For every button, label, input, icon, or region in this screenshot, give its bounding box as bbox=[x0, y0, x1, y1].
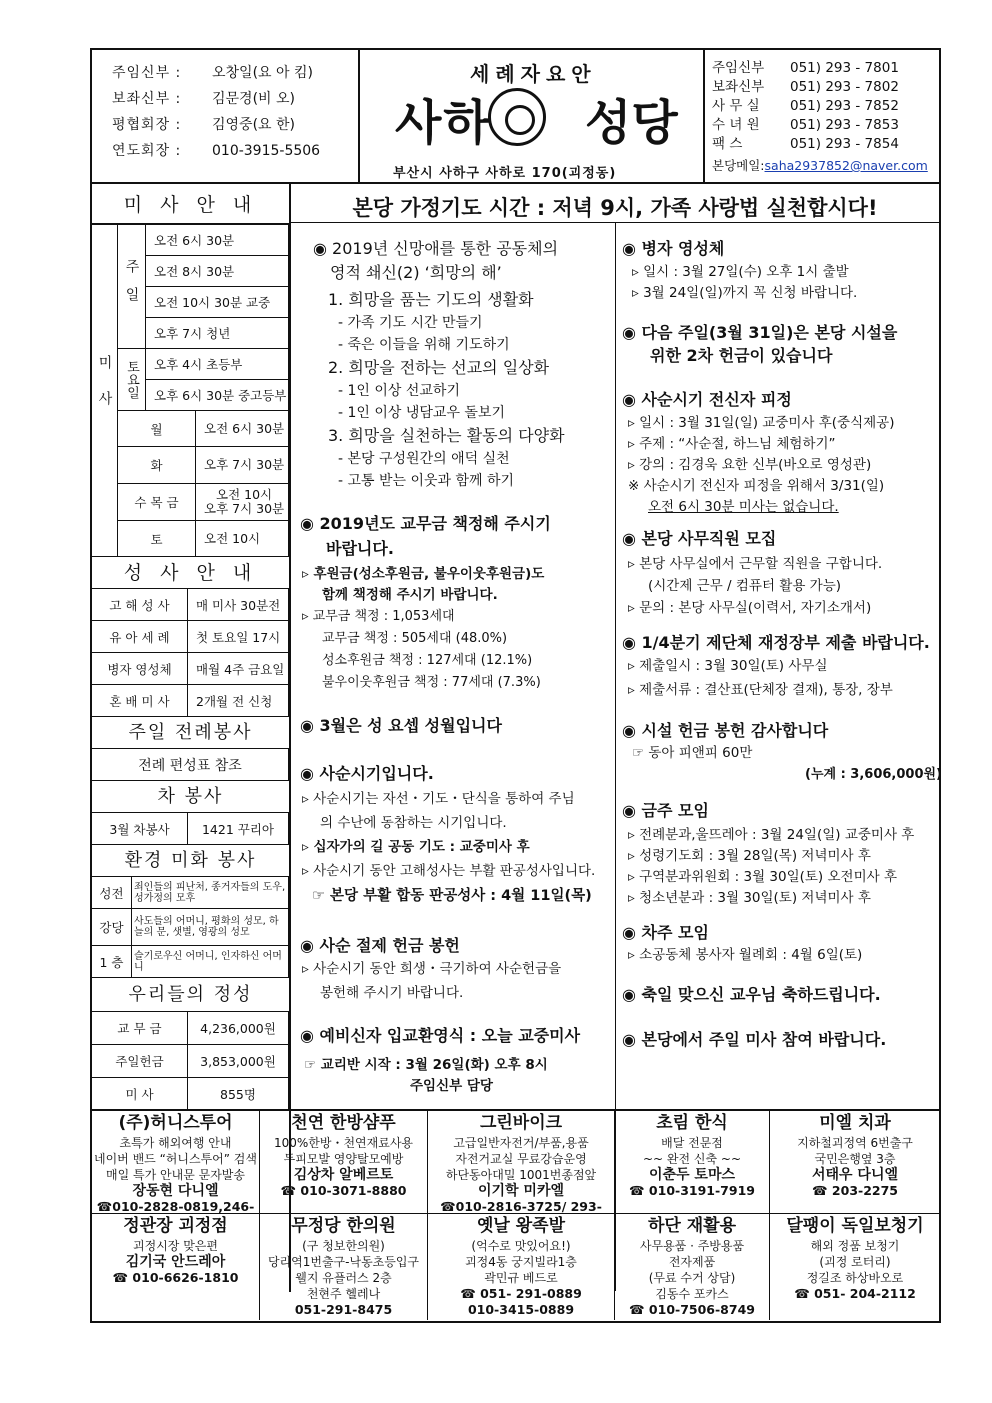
contact-row bbox=[712, 117, 936, 134]
ad-line: 사무용품 · 주방용품 bbox=[639, 1239, 745, 1253]
ad-box bbox=[428, 1214, 615, 1320]
notice-line: ▹ 사순시기는 자선・기도・단식을 통하여 주님 bbox=[302, 791, 575, 807]
tithe-stat: 교무금 책정 : 505세대 (48.0%) bbox=[322, 631, 508, 646]
contact-row bbox=[712, 98, 936, 115]
ad-title: 그린바이크 bbox=[479, 1113, 563, 1133]
notice-heading: ◉ 사순시기입니다. bbox=[300, 764, 434, 783]
notice-heading: ◉ 3월은 성 요셉 성월입니다 bbox=[300, 716, 502, 735]
ad-box bbox=[428, 1111, 615, 1213]
notice-line: - 고통 받는 이웃과 함께 하기 bbox=[338, 473, 515, 489]
sunday-label: 주일 bbox=[118, 225, 146, 349]
notice-line: ▹ 청소년분과 : 3월 30일(토) 저녁미사 후 bbox=[628, 890, 871, 906]
liturgy-section-title: 주일 전례봉사 bbox=[92, 717, 289, 749]
saturday-mass-time: 오후 6시 30분 중고등부 bbox=[146, 380, 289, 411]
contact-phone: 051) 293 - 7854 bbox=[790, 136, 899, 152]
ad-phone: ☎010-2828-0819,246- bbox=[96, 1199, 255, 1213]
notice-line: 의 수난에 동참하는 시기입니다. bbox=[320, 815, 507, 831]
contact-phone: 051) 293 - 7852 bbox=[790, 98, 899, 114]
ad-line: (억수로 맛있어요!) bbox=[471, 1239, 571, 1253]
contact-phone: 051) 293 - 7802 bbox=[790, 79, 899, 95]
notice-heading: ◉ 본당 사무직원 모집 bbox=[622, 529, 777, 548]
ad-owner: 이춘두 토마스 bbox=[648, 1167, 736, 1183]
staff-name: 김문경(비 오) bbox=[212, 91, 295, 107]
notice-line: (시간제 근무 / 컴퓨터 활용 가능) bbox=[648, 578, 842, 594]
offering-label: 교 무 금 bbox=[92, 1012, 188, 1045]
ad-line: 지하철괴정역 6번출구 bbox=[797, 1136, 913, 1150]
email-line bbox=[712, 156, 928, 174]
staff-name: 오창일(요 아 킴) bbox=[212, 65, 313, 81]
offering-section-title: 우리들의 정성 bbox=[92, 978, 289, 1012]
ad-title: 정관장 괴정점 bbox=[123, 1216, 228, 1236]
staff-row bbox=[112, 138, 320, 164]
offering-amount: 855명 bbox=[188, 1078, 289, 1111]
ad-phone: ☎010-2816-3725/ 293- bbox=[440, 1199, 602, 1213]
sunday-mass-time: 오전 6시 30분 bbox=[146, 225, 289, 256]
ad-box bbox=[260, 1214, 428, 1320]
ad-phone: 051-291-8475 bbox=[294, 1302, 393, 1317]
sacrament-schedule: 매 미사 30분전 bbox=[188, 589, 289, 621]
ad-owner: 김상차 알베르토 bbox=[293, 1167, 394, 1183]
notice-line: ▹ 후원금(성소후원금, 불우이웃후원금)도 bbox=[302, 566, 545, 582]
car-service-group: 1421 꾸리아 bbox=[188, 813, 289, 845]
sacrament-name: 유 아 세 례 bbox=[92, 621, 188, 653]
ad-owner: 장동현 다니엘 bbox=[132, 1183, 219, 1199]
notice-line: ▹ 전례분과,울뜨레아 : 3월 24일(일) 교중미사 후 bbox=[628, 827, 915, 843]
church-name-second: 성당 bbox=[585, 95, 678, 151]
notice-heading: ◉ 2019년 신망애를 통한 공동체의 bbox=[313, 239, 559, 258]
ad-line: 매일 특가 안내문 문자발송 bbox=[106, 1168, 245, 1182]
notice-line: ▹ 일시 : 3월 31일(일) 교중미사 후(중식제공) bbox=[628, 415, 895, 431]
notice-line: - 1인 이상 선교하기 bbox=[338, 383, 460, 399]
weekday-label: 월 bbox=[118, 411, 196, 447]
saturday-label: 토요일 bbox=[118, 349, 146, 411]
header-divider bbox=[703, 48, 705, 182]
ad-line: 곽민규 베드로 bbox=[484, 1271, 558, 1285]
offering-amount: 3,853,000원 bbox=[188, 1045, 289, 1078]
notice-heading: ◉ 금주 모임 bbox=[622, 801, 709, 820]
ad-box bbox=[770, 1111, 940, 1213]
ad-line: 자전거교실 무료강습운영 bbox=[455, 1152, 587, 1166]
offering-amount: 4,236,000원 bbox=[188, 1012, 289, 1045]
ad-title: 무정당 한의원 bbox=[291, 1216, 396, 1236]
notice-heading: 위한 2차 헌금이 있습니다 bbox=[650, 346, 833, 365]
sacrament-section-title: 성 사 안 내 bbox=[92, 557, 289, 589]
notice-heading: ◉ 축일 맞으신 교우님 축하드립니다. bbox=[622, 985, 881, 1004]
donation-total: (누계 : 3,606,000원) bbox=[805, 767, 943, 782]
environment-area: 성전 bbox=[92, 877, 132, 909]
contact-row bbox=[712, 136, 936, 153]
ad-title: 옛날 왕족발 bbox=[476, 1216, 566, 1236]
notice-line: ▹ 제출일시 : 3월 30일(토) 사무실 bbox=[628, 658, 828, 674]
sunday-mass-time: 오전 8시 30분 bbox=[146, 256, 289, 287]
mass-section-title: 미 사 안 내 bbox=[92, 186, 289, 224]
ad-line: 김동수 포카스 bbox=[655, 1287, 729, 1301]
notice-line: ▹ 일시 : 3월 27일(수) 오후 1시 출발 bbox=[632, 264, 849, 280]
ad-phone: ☎ 010-3191-7919 bbox=[629, 1183, 755, 1198]
notice-line: ▹ 성령기도회 : 3월 28일(목) 저녁미사 후 bbox=[628, 848, 871, 864]
notice-line: ▹ 제출서류 : 결산표(단체장 결재), 통장, 장부 bbox=[628, 682, 893, 698]
notice-line: ▹ 십자가의 길 공동 기도 : 교중미사 후 bbox=[302, 839, 530, 855]
environment-groups: 죄인들의 피난처, 종거자들의 도우, 성가정의 모후 bbox=[132, 877, 289, 909]
environment-area: 1 층 bbox=[92, 946, 132, 978]
header-divider bbox=[358, 48, 360, 182]
contact-row bbox=[712, 79, 936, 96]
sacrament-schedule: 첫 토요일 17시 bbox=[188, 621, 289, 653]
environment-section-title: 환경 미화 봉사 bbox=[92, 845, 289, 877]
car-service-title: 차 봉사 bbox=[92, 781, 289, 813]
weekday-mass-time: 오전 10시 bbox=[196, 521, 289, 557]
ad-line: 천현주 헬레나 bbox=[306, 1287, 381, 1301]
ad-phone: ☎ 051- 291-0889 010-3415-0889 bbox=[460, 1286, 582, 1317]
contact-label: 수 녀 원 bbox=[712, 117, 760, 133]
church-address: 부산시 사하구 사하로 170(괴정동) bbox=[393, 166, 617, 181]
notice-heading: 영적 쇄신(2) ‘희망의 해’ bbox=[330, 263, 502, 282]
tithe-stat: 불우이웃후원금 책정 : 77세대 (7.3%) bbox=[322, 675, 541, 690]
ad-line: 하단동아대밀 1001번종점앞 bbox=[445, 1168, 597, 1182]
ad-line: ~~ 완전 신축 ~~ bbox=[642, 1152, 742, 1166]
notice-line: ▹ 사순시기 동안 고해성사는 부활 판공성사입니다. bbox=[302, 863, 596, 879]
notice-line: - 가족 기도 시간 만들기 bbox=[338, 315, 483, 331]
staff-row bbox=[112, 60, 313, 86]
notice-heading: ◉ 사순 절제 헌금 봉헌 bbox=[300, 936, 460, 955]
contact-label: 사 무 실 bbox=[712, 98, 760, 114]
environment-area: 강당 bbox=[92, 909, 132, 946]
notice-line: 1. 희망을 품는 기도의 생활화 bbox=[328, 290, 534, 309]
ad-line: 웰지 유플러스 2층 bbox=[295, 1271, 392, 1285]
notice-line: 3. 희망을 실천하는 활동의 다양화 bbox=[328, 426, 565, 445]
weekday-mass-time: 오전 10시 오후 7시 30분 bbox=[196, 484, 289, 521]
ad-owner: 김기국 안드레아 bbox=[125, 1254, 226, 1270]
notice-line: ▹ 본당 사무실에서 근무할 직원을 구합니다. bbox=[628, 556, 883, 572]
ad-phone: ☎ 051- 204-2112 bbox=[794, 1286, 916, 1301]
ad-line: 두피모발 영양탈모예방 bbox=[283, 1152, 404, 1166]
notice-line: - 1인 이상 냉담교우 돌보기 bbox=[338, 405, 505, 421]
staff-name: 010-3915-5506 bbox=[212, 143, 321, 159]
notice-line: 오전 6시 30분 미사는 없습니다. bbox=[648, 499, 839, 515]
staff-role: 평협회장 : bbox=[112, 117, 182, 133]
ad-line: 전자제품 bbox=[668, 1255, 716, 1269]
staff-row bbox=[112, 86, 295, 112]
weekday-label: 토 bbox=[118, 521, 196, 557]
staff-role: 보좌신부 : bbox=[112, 91, 182, 107]
ad-line: 초특가 해외여행 안내 bbox=[119, 1136, 232, 1150]
contact-phone: 051) 293 - 7853 bbox=[790, 117, 899, 133]
saturday-mass-time: 오후 4시 초등부 bbox=[146, 349, 289, 380]
contact-phone: 051) 293 - 7801 bbox=[790, 60, 899, 76]
sacrament-schedule: 2개월 전 신청 bbox=[188, 685, 289, 717]
weekday-mass-time: 오후 7시 30분 bbox=[196, 447, 289, 484]
ad-line: 네이버 밴드 “허니스투어” 검색 bbox=[94, 1152, 257, 1166]
notice-heading: ◉ 시설 헌금 봉헌 감사합니다 bbox=[622, 721, 829, 740]
ad-line: (괴정 로터리) bbox=[819, 1255, 891, 1269]
ad-line: 100%한방・천연재료사용 bbox=[273, 1136, 414, 1150]
banner-rule bbox=[291, 222, 941, 223]
notice-heading: ◉ 1/4분기 제단체 재정장부 제출 바랍니다. bbox=[622, 633, 930, 652]
ad-line: (구 청보한의원) bbox=[302, 1239, 385, 1253]
staff-name: 김영중(요 한) bbox=[212, 117, 295, 133]
notice-line: ☞ 동아 피앤피 60만 bbox=[632, 745, 753, 761]
notice-line: ※ 사순시기 전신자 피정을 위해서 3/31(일) bbox=[628, 478, 885, 494]
notice-line: - 죽은 이들을 위해 기도하기 bbox=[338, 337, 510, 353]
notice-line: ▹ 강의 : 김경욱 요한 신부(바오로 영성관) bbox=[628, 457, 872, 473]
notice-line: 함께 책정해 주시기 바랍니다. bbox=[322, 587, 498, 603]
ad-line: 정길조 하상바오로 bbox=[806, 1271, 904, 1285]
ad-line: (무료 수거 상담) bbox=[648, 1271, 736, 1285]
weekday-label: 화 bbox=[118, 447, 196, 484]
sacrament-schedule: 매월 4주 금요일 bbox=[188, 653, 289, 685]
email-label: 본당메일: bbox=[712, 158, 765, 173]
church-name-first: 사하 bbox=[395, 95, 492, 151]
prayer-banner: 본당 가정기도 시간 : 저녁 9시, 가족 사랑법 실천합시다! bbox=[352, 196, 878, 220]
ad-box bbox=[770, 1214, 940, 1320]
ad-title: 천연 한방샴푸 bbox=[291, 1113, 396, 1133]
ad-line: 괴정4동 궁지빌라1층 bbox=[465, 1255, 577, 1269]
ad-line: 해외 정품 보청기 bbox=[810, 1239, 900, 1253]
environment-groups: 슬기로우신 어머니, 인자하신 어머니 bbox=[132, 946, 289, 978]
sacrament-name: 병자 영성체 bbox=[92, 653, 188, 685]
notice-line: 2. 희망을 전하는 선교의 일상화 bbox=[328, 358, 550, 377]
ad-owner: 이기학 미카엘 bbox=[477, 1183, 565, 1199]
email-link[interactable]: saha2937852@naver.com bbox=[764, 158, 928, 173]
ad-phone: ☎ 010-7506-8749 bbox=[629, 1302, 755, 1317]
ad-box bbox=[615, 1111, 770, 1213]
ad-box bbox=[615, 1214, 770, 1320]
contact-label: 팩 스 bbox=[712, 136, 743, 152]
ad-title: 달팽이 독일보청기 bbox=[786, 1216, 924, 1236]
weekday-mass-time: 오전 6시 30분 bbox=[196, 411, 289, 447]
ad-title: 미엘 치과 bbox=[819, 1113, 891, 1133]
notice-heading: 바랍니다. bbox=[326, 539, 394, 558]
notice-heading: ◉ 병자 영성체 bbox=[622, 239, 725, 258]
ad-line: 국민은행옆 3층 bbox=[814, 1152, 896, 1166]
sacrament-name: 고 해 성 사 bbox=[92, 589, 188, 621]
notice-line: 봉헌해 주시기 바랍니다. bbox=[320, 985, 464, 1001]
ad-box bbox=[92, 1111, 260, 1213]
ad-phone: ☎ 010-3071-8880 bbox=[280, 1183, 407, 1198]
church-subtitle: 세례자요안 bbox=[470, 62, 597, 86]
notice-heading: ◉ 사순시기 전신자 피정 bbox=[622, 390, 792, 409]
offering-label: 미 사 bbox=[92, 1078, 188, 1111]
notice-line: ☞ 교리반 시작 : 3월 26일(화) 오후 8시 bbox=[304, 1057, 548, 1073]
notice-line: ▹ 사순시기 동안 희생・극기하여 사순헌금을 bbox=[302, 961, 562, 977]
notice-line: ▹ 주제 : “사순절, 하느님 체험하기” bbox=[628, 436, 836, 452]
sacrament-name: 혼 배 미 사 bbox=[92, 685, 188, 717]
staff-role: 주임신부 : bbox=[112, 65, 182, 81]
header-bottom-rule bbox=[90, 182, 941, 184]
notice-line: - 본당 구성원간의 애덕 실천 bbox=[338, 451, 510, 467]
notice-line: ▹ 3월 24일(일)까지 꼭 신청 바랍니다. bbox=[632, 285, 858, 301]
ad-phone: ☎ 010-6626-1810 bbox=[112, 1270, 239, 1285]
ad-title: 초림 한식 bbox=[656, 1113, 728, 1133]
contact-label: 보좌신부 bbox=[712, 79, 765, 95]
notice-heading: ◉ 다음 주일(3월 31일)은 본당 시설을 bbox=[622, 323, 898, 342]
notice-line: 주임신부 담당 bbox=[410, 1078, 493, 1094]
contact-label: 주임신부 bbox=[712, 60, 765, 76]
tithe-stat: ▹ 교무금 책정 : 1,053세대 bbox=[302, 609, 455, 624]
ad-box bbox=[92, 1214, 260, 1320]
weekday-label: 수 목 금 bbox=[118, 484, 196, 521]
ad-owner: 서태우 다니엘 bbox=[811, 1167, 899, 1183]
staff-row bbox=[112, 112, 295, 138]
ad-line: 배달 전문점 bbox=[661, 1136, 723, 1150]
notice-heading: ◉ 본당에서 주일 미사 참여 바랍니다. bbox=[622, 1030, 887, 1049]
offering-label: 주일헌금 bbox=[92, 1045, 188, 1078]
notice-heading: ◉ 2019년도 교무금 책정해 주시기 bbox=[300, 514, 551, 533]
car-service-label: 3월 차봉사 bbox=[92, 813, 188, 845]
liturgy-reference: 전례 편성표 참조 bbox=[92, 749, 289, 781]
sunday-mass-time: 오후 7시 청년 bbox=[146, 318, 289, 349]
ad-phone: ☎ 203-2275 bbox=[812, 1183, 898, 1198]
notice-line: ▹ 구역분과위원회 : 3월 30일(토) 오전미사 후 bbox=[628, 869, 897, 885]
ad-box bbox=[260, 1111, 428, 1213]
notice-heading: ◉ 차주 모임 bbox=[622, 923, 709, 942]
notice-line: ▹ 소공동체 봉사자 월례회 : 4월 6일(토) bbox=[628, 947, 863, 963]
ad-title: 하단 재활용 bbox=[647, 1216, 737, 1236]
church-seal-icon bbox=[488, 88, 546, 146]
ad-line: 괴정시장 맞은편 bbox=[133, 1239, 218, 1253]
contact-row bbox=[712, 60, 936, 77]
staff-role: 연도회장 : bbox=[112, 143, 182, 159]
tithe-stat: 성소후원금 책정 : 127세대 (12.1%) bbox=[322, 653, 533, 668]
mass-label: 미사 bbox=[92, 225, 118, 557]
notice-line: ☞ 본당 부활 합동 판공성사 : 4월 11일(목) bbox=[312, 888, 592, 904]
ad-line: 당리역1번출구-낙동초등입구 bbox=[267, 1255, 420, 1269]
ad-line: 고급일반자전거/부품,용품 bbox=[453, 1136, 589, 1150]
ad-title: (주)허니스투어 bbox=[118, 1113, 233, 1133]
notice-line: ▹ 문의 : 본당 사무실(이력서, 자기소개서) bbox=[628, 600, 872, 616]
environment-groups: 사도들의 어머니, 평화의 성모, 하늘의 문, 샛별, 영광의 성모 bbox=[132, 909, 289, 946]
sunday-mass-time: 오전 10시 30분 교중 bbox=[146, 287, 289, 318]
notice-heading: ◉ 예비신자 입교환영식 : 오늘 교중미사 bbox=[300, 1026, 581, 1045]
